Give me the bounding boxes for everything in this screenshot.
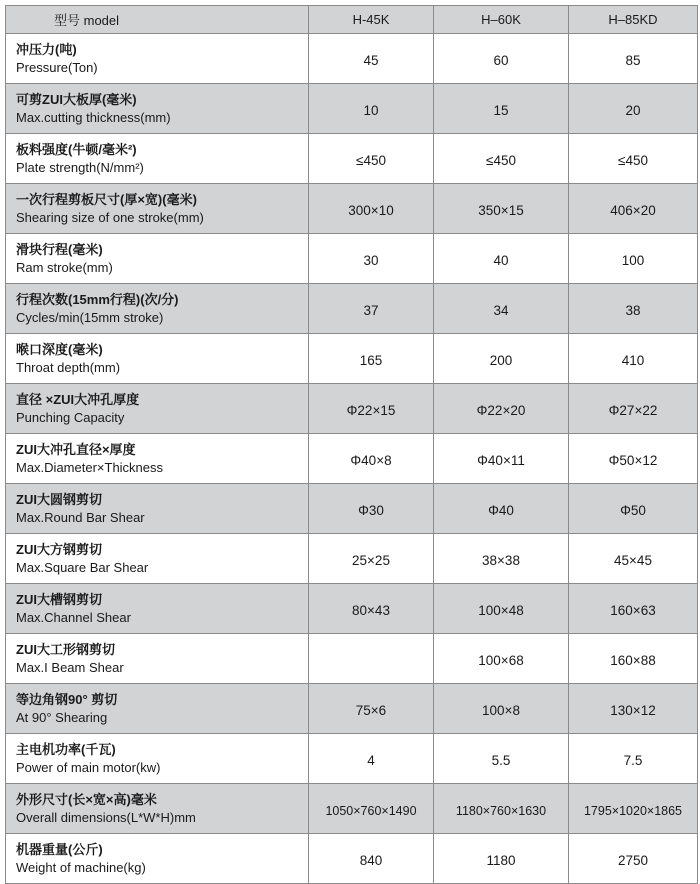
row-label-en: Plate strength(N/mm²) — [16, 159, 144, 175]
h85kd-value: 406×20 — [569, 184, 698, 234]
h45k-value: Φ30 — [309, 484, 434, 534]
row-label — [6, 34, 309, 84]
row-label — [6, 234, 309, 284]
row-label-cn: ZUI大工形钢剪切 — [16, 641, 115, 657]
h60k-value: 200 — [434, 334, 569, 384]
row-label-cn: ZUI大方钢剪切 — [16, 541, 102, 557]
h85kd-value: ≤450 — [569, 134, 698, 184]
h60k-value: Φ40×11 — [434, 434, 569, 484]
table-row — [6, 484, 698, 534]
h45k-value: 4 — [309, 734, 434, 784]
row-label-en: Max.Square Bar Shear — [16, 559, 149, 575]
h60k-value: 34 — [434, 284, 569, 334]
row-label-en: Overall dimensions(L*W*H)mm — [16, 809, 196, 825]
row-label-cn: 冲压力(吨) — [16, 41, 77, 57]
h85kd-value: Φ50 — [569, 484, 698, 534]
h60k-value: Φ22×20 — [434, 384, 569, 434]
h85kd-value: 130×12 — [569, 684, 698, 734]
h45k-value: Φ40×8 — [309, 434, 434, 484]
row-label-cn: 一次行程剪板尺寸(厚×宽)(毫米) — [16, 191, 197, 207]
row-label-cn: 行程次数(15mm行程)(次/分) — [16, 291, 179, 307]
row-label — [6, 134, 309, 184]
row-label — [6, 784, 309, 834]
h45k-value: 80×43 — [309, 584, 434, 634]
row-label — [6, 284, 309, 334]
table-row — [6, 134, 698, 184]
h60k-value: 38×38 — [434, 534, 569, 584]
row-label-en: Weight of machine(kg) — [16, 859, 146, 875]
h45k-value: 840 — [309, 834, 434, 884]
h45k-value: 25×25 — [309, 534, 434, 584]
h60k-value: 60 — [434, 34, 569, 84]
row-label — [6, 384, 309, 434]
row-label — [6, 834, 309, 884]
h45k-value: 300×10 — [309, 184, 434, 234]
h85kd-value: 45×45 — [569, 534, 698, 584]
h60k-value: 15 — [434, 84, 569, 134]
table-row — [6, 284, 698, 334]
h45k-value: Φ22×15 — [309, 384, 434, 434]
table-row — [6, 184, 698, 234]
row-label-cn: ZUI大槽钢剪切 — [16, 591, 102, 607]
row-label — [6, 334, 309, 384]
h45k-value: 37 — [309, 284, 434, 334]
spec-table — [5, 5, 698, 884]
h60k-value: 100×48 — [434, 584, 569, 634]
row-label — [6, 584, 309, 634]
row-label — [6, 484, 309, 534]
row-label-cn: 机器重量(公斤) — [16, 841, 103, 857]
table-row — [6, 334, 698, 384]
h85kd-value: 20 — [569, 84, 698, 134]
table-row — [6, 834, 698, 884]
row-label-en: Punching Capacity — [16, 409, 125, 425]
table-row — [6, 634, 698, 684]
table-row — [6, 584, 698, 634]
h45k-value — [309, 634, 434, 684]
h60k-value: 350×15 — [434, 184, 569, 234]
row-label-cn: 滑块行程(毫米) — [16, 241, 103, 257]
h85kd-value: Φ27×22 — [569, 384, 698, 434]
h85kd-value: 1795×1020×1865 — [569, 784, 698, 834]
table-row — [6, 534, 698, 584]
row-label — [6, 634, 309, 684]
h60k-value: Φ40 — [434, 484, 569, 534]
row-label-cn: ZUI大圆钢剪切 — [16, 491, 102, 507]
h45k-value: ≤450 — [309, 134, 434, 184]
h60k-value: 40 — [434, 234, 569, 284]
row-label — [6, 434, 309, 484]
row-label-cn: 等边角钢90° 剪切 — [16, 691, 118, 707]
table-row — [6, 84, 698, 134]
table-row — [6, 34, 698, 84]
row-label — [6, 684, 309, 734]
h85kd-value: 85 — [569, 34, 698, 84]
row-label-cn: 直径 ×ZUI大冲孔厚度 — [16, 391, 140, 407]
row-label-en: Shearing size of one stroke(mm) — [16, 209, 204, 225]
header-row — [6, 6, 698, 34]
row-label-en: Throat depth(mm) — [16, 359, 121, 375]
h45k-value: 165 — [309, 334, 434, 384]
h60k-value: 1180×760×1630 — [434, 784, 569, 834]
row-label-en: Max.Channel Shear — [16, 609, 131, 625]
h85kd-value: 38 — [569, 284, 698, 334]
row-label-cn: 主电机功率(千瓦) — [16, 741, 116, 757]
row-label — [6, 734, 309, 784]
row-label-cn: 外形尺寸(长×宽×高)毫米 — [16, 791, 157, 807]
h45k-value: 45 — [309, 34, 434, 84]
row-label-cn: 可剪ZUI大板厚(毫米) — [16, 91, 137, 107]
h60k-value: 100×8 — [434, 684, 569, 734]
table-row — [6, 784, 698, 834]
h60k-value: ≤450 — [434, 134, 569, 184]
h60k-value: 1180 — [434, 834, 569, 884]
h85kd-value: 2750 — [569, 834, 698, 884]
h60k-value: 100×68 — [434, 634, 569, 684]
row-label-en: Max.Diameter×Thickness — [16, 459, 164, 475]
table-row — [6, 234, 698, 284]
h45k-value: 10 — [309, 84, 434, 134]
model-header: 型号 model — [6, 6, 309, 34]
row-label-en: Max.cutting thickness(mm) — [16, 109, 171, 125]
table-row — [6, 384, 698, 434]
row-label-en: Cycles/min(15mm stroke) — [16, 309, 164, 325]
row-label-en: Max.I Beam Shear — [16, 659, 124, 675]
h85kd-value: 410 — [569, 334, 698, 384]
h45k-value: 75×6 — [309, 684, 434, 734]
h85kd-value: 100 — [569, 234, 698, 284]
row-label — [6, 184, 309, 234]
table-row — [6, 684, 698, 734]
row-label-en: Power of main motor(kw) — [16, 759, 161, 775]
model-h60k-header: H–60K — [434, 6, 569, 34]
row-label-cn: 板料强度(牛顿/毫米²) — [16, 141, 137, 157]
h85kd-value: 7.5 — [569, 734, 698, 784]
h60k-value: 5.5 — [434, 734, 569, 784]
h85kd-value: 160×63 — [569, 584, 698, 634]
row-label-en: At 90° Shearing — [16, 709, 108, 725]
h45k-value: 30 — [309, 234, 434, 284]
h45k-value: 1050×760×1490 — [309, 784, 434, 834]
model-h85kd-header: H–85KD — [569, 6, 698, 34]
row-label-en: Ram stroke(mm) — [16, 259, 113, 275]
model-h45k-header: H-45K — [309, 6, 434, 34]
row-label-en: Pressure(Ton) — [16, 59, 98, 75]
table-row — [6, 434, 698, 484]
table-row — [6, 734, 698, 784]
row-label-cn: ZUI大冲孔直径×厚度 — [16, 441, 136, 457]
row-label — [6, 84, 309, 134]
row-label — [6, 534, 309, 584]
row-label-en: Max.Round Bar Shear — [16, 509, 145, 525]
row-label-cn: 喉口深度(毫米) — [16, 341, 103, 357]
h85kd-value: 160×88 — [569, 634, 698, 684]
spec-body — [6, 34, 698, 884]
h85kd-value: Φ50×12 — [569, 434, 698, 484]
